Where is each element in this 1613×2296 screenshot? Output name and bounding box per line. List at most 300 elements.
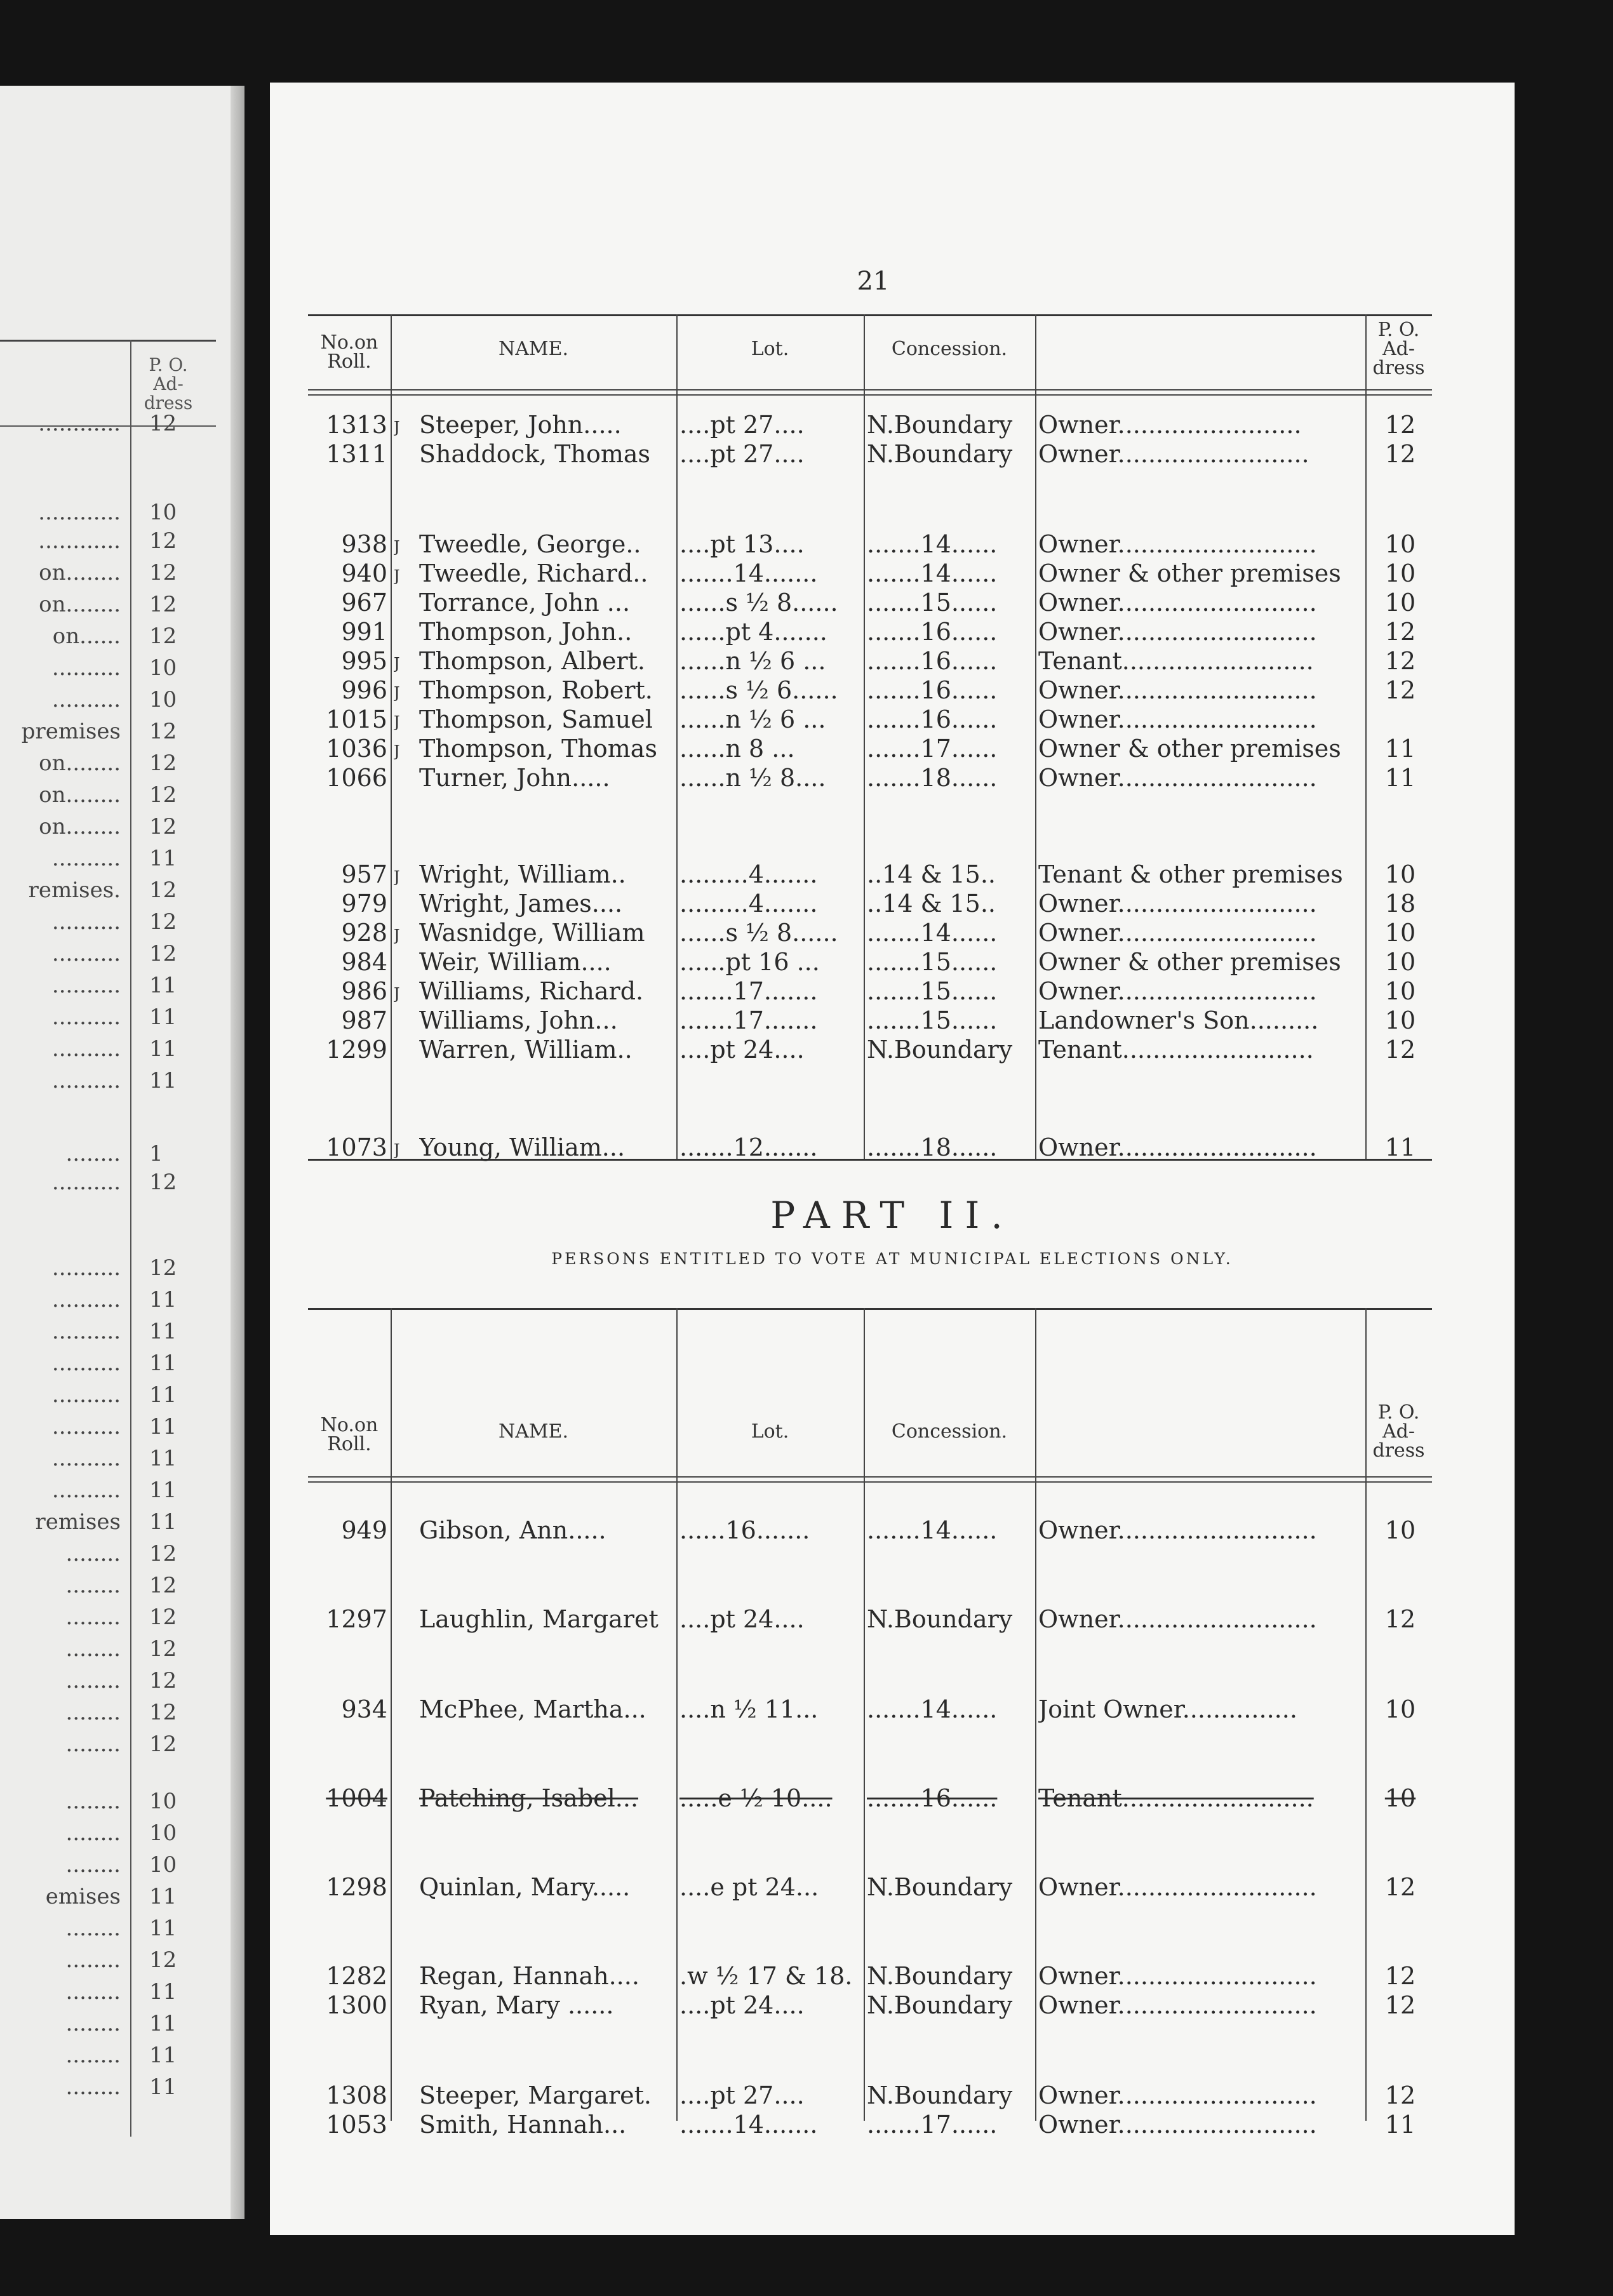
left-page-row xyxy=(0,1946,216,1977)
voter-name: Young, William... xyxy=(419,1133,626,1161)
left-page-row xyxy=(0,1883,216,1913)
qualification-value: Owner & other premises xyxy=(1038,735,1341,763)
left-row-po: 11 xyxy=(149,1319,177,1344)
facing-page-left xyxy=(0,86,244,2219)
voter-name: Wasnidge, William xyxy=(419,919,645,947)
po-address-value: 12 xyxy=(1384,1991,1416,2019)
left-page-row xyxy=(0,1787,216,1818)
qualification-value: Owner.......................... xyxy=(1038,919,1317,947)
po-address-value: 11 xyxy=(1384,1133,1416,1161)
voter-name: Torrance, John ... xyxy=(419,589,631,617)
voter-name: Gibson, Ann..... xyxy=(419,1516,606,1544)
concession-value: .......14...... xyxy=(867,530,998,558)
voter-name: McPhee, Martha... xyxy=(419,1695,646,1723)
po-address-value: 12 xyxy=(1384,647,1416,675)
lot-value: .......14....... xyxy=(679,559,818,587)
left-row-po: 12 xyxy=(149,878,177,903)
left-row-po: 11 xyxy=(149,1979,177,2005)
left-page-row xyxy=(0,1413,216,1443)
left-row-text: ........ xyxy=(65,1605,121,1630)
left-row-text: .......... xyxy=(51,1382,121,1408)
left-row-po: 12 xyxy=(149,814,177,839)
qualification-value: Owner.......................... xyxy=(1038,676,1317,704)
left-row-po: 1 xyxy=(149,1141,163,1166)
left-row-po: 12 xyxy=(149,719,177,744)
voter-name: Regan, Hannah.... xyxy=(419,1962,639,1990)
left-row-po: 12 xyxy=(149,624,177,649)
po-address-value: 11 xyxy=(1384,2111,1416,2139)
table-row xyxy=(308,1784,1432,1813)
juror-mark: J xyxy=(394,742,400,760)
concession-value: .......14...... xyxy=(867,559,998,587)
table-row xyxy=(308,948,1432,977)
roll-number: 1311 xyxy=(326,440,387,468)
left-row-po: 12 xyxy=(149,1541,177,1566)
juror-mark: J xyxy=(394,713,400,731)
lot-value: ....pt 27.... xyxy=(679,2081,805,2109)
juror-mark: J xyxy=(394,538,400,556)
left-po-header xyxy=(133,356,203,413)
po-address-value: 12 xyxy=(1384,618,1416,646)
left-row-po: 11 xyxy=(149,2011,177,2036)
header-lot: Lot. xyxy=(751,1420,789,1443)
concession-value: N.Boundary xyxy=(867,440,1013,468)
part-subtitle: PERSONS ENTITLED TO VOTE AT MUNICIPAL ELECTIONS ONLY. xyxy=(551,1250,1233,1268)
left-row-text: ........ xyxy=(65,1732,121,1757)
po-address-value: 12 xyxy=(1384,676,1416,704)
lot-value: ......s ½ 8...... xyxy=(679,589,838,617)
table-row xyxy=(308,2111,1432,2140)
concession-value: .......14...... xyxy=(867,1516,998,1544)
po-address-value: 10 xyxy=(1384,1006,1416,1034)
qualification-value: Owner.......................... xyxy=(1038,2111,1317,2139)
lot-value: ....pt 27.... xyxy=(679,411,805,439)
left-row-text: ........ xyxy=(65,1916,121,1941)
qualification-value: Tenant & other premises xyxy=(1038,860,1343,888)
left-page-row xyxy=(0,1254,216,1285)
left-page-row xyxy=(0,749,216,780)
concession-value: .......15...... xyxy=(867,589,998,617)
left-row-text: ............ xyxy=(38,528,121,554)
left-row-text: ............ xyxy=(38,500,121,525)
left-row-po: 12 xyxy=(149,1668,177,1693)
left-page-row xyxy=(0,1914,216,1945)
qualification-value: Joint Owner............... xyxy=(1038,1695,1297,1723)
roll-number: 1004 xyxy=(326,1784,387,1812)
voter-name: Quinlan, Mary..... xyxy=(419,1873,631,1901)
roll-number: 934 xyxy=(341,1695,387,1723)
juror-mark: J xyxy=(394,985,400,1003)
header-po-address: P. O. Ad- dress xyxy=(1372,319,1425,379)
left-row-po: 11 xyxy=(149,1509,177,1535)
qualification-value: Owner.......................... xyxy=(1038,1962,1317,1990)
roll-number: 1066 xyxy=(326,764,387,792)
left-row-po: 12 xyxy=(149,1947,177,1973)
po-address-value: 12 xyxy=(1384,2081,1416,2109)
left-row-text: ........ xyxy=(65,1573,121,1598)
left-page-row xyxy=(0,527,216,557)
voter-name: Thompson, Thomas xyxy=(419,735,657,763)
po-address-value: 11 xyxy=(1384,764,1416,792)
table-row xyxy=(308,1006,1432,1036)
roll-number: 1308 xyxy=(326,2081,387,2109)
left-row-text: .......... xyxy=(51,973,121,998)
left-row-po: 11 xyxy=(149,1884,177,1909)
qualification-value: Owner.......................... xyxy=(1038,530,1317,558)
juror-mark: J xyxy=(394,1141,400,1159)
lot-value: .........4....... xyxy=(679,860,818,888)
voter-name: Smith, Hannah... xyxy=(419,2111,627,2139)
concession-value: .......16...... xyxy=(867,618,998,646)
table-row xyxy=(308,1036,1432,1065)
left-page-row xyxy=(0,2010,216,2040)
qualification-value: Owner.......................... xyxy=(1038,1991,1317,2019)
concession-value: N.Boundary xyxy=(867,1036,1013,1064)
po-address-value: 12 xyxy=(1384,440,1416,468)
concession-value: N.Boundary xyxy=(867,1873,1013,1901)
left-page-row xyxy=(0,1667,216,1697)
left-row-text: .......... xyxy=(51,941,121,966)
concession-value: ..14 & 15.. xyxy=(867,890,996,918)
lot-value: .......12....... xyxy=(679,1133,818,1161)
voter-name: Thompson, Samuel xyxy=(419,705,653,733)
left-page-row xyxy=(0,718,216,748)
concession-value: .......16...... xyxy=(867,1784,998,1812)
po-address-value: 10 xyxy=(1384,948,1416,976)
left-row-text: .......... xyxy=(51,1068,121,1093)
left-row-po: 11 xyxy=(149,846,177,871)
page-number: 21 xyxy=(857,267,890,296)
voters-table-part-1 xyxy=(308,314,1432,1241)
left-row-text: .......... xyxy=(51,1005,121,1030)
table-row xyxy=(308,2081,1432,2111)
juror-mark: J xyxy=(394,926,400,944)
voter-name: Steeper, Margaret. xyxy=(419,2081,652,2109)
left-row-po: 12 xyxy=(149,1700,177,1725)
po-address-value: 12 xyxy=(1384,411,1416,439)
po-address-value: 10 xyxy=(1384,919,1416,947)
table-row xyxy=(308,1695,1432,1725)
left-row-po: 12 xyxy=(149,751,177,776)
roll-number: 984 xyxy=(341,948,387,976)
left-row-text: ........ xyxy=(65,1668,121,1693)
qualification-value: Owner.......................... xyxy=(1038,2081,1317,2109)
concession-value: .......15...... xyxy=(867,977,998,1005)
table-row xyxy=(308,559,1432,589)
left-row-text: on........ xyxy=(39,560,121,585)
roll-number: 991 xyxy=(341,618,387,646)
left-page-row xyxy=(0,1603,216,1634)
voter-name: Wright, James.... xyxy=(419,890,623,918)
left-page-row xyxy=(0,1730,216,1761)
left-page-row xyxy=(0,1381,216,1412)
roll-number: 928 xyxy=(341,919,387,947)
table-header-rule xyxy=(308,1481,1432,1483)
po-address-value: 10 xyxy=(1384,530,1416,558)
left-row-text: premises xyxy=(21,719,121,744)
concession-value: N.Boundary xyxy=(867,1605,1013,1633)
table-header-rule xyxy=(308,394,1432,396)
left-row-po: 11 xyxy=(149,1068,177,1093)
left-row-po: 11 xyxy=(149,1351,177,1376)
qualification-value: Owner.......................... xyxy=(1038,977,1317,1005)
juror-mark: J xyxy=(394,567,400,585)
left-page-row xyxy=(0,1851,216,1881)
roll-number: 1015 xyxy=(326,705,387,733)
qualification-value: Tenant......................... xyxy=(1038,1784,1314,1812)
left-page-row xyxy=(0,813,216,843)
left-row-text: ........ xyxy=(65,1636,121,1662)
roll-number: 995 xyxy=(341,647,387,675)
left-row-text: ........ xyxy=(65,2011,121,2036)
header-po-address: P. O. Ad- dress xyxy=(1372,1401,1425,1462)
lot-value: ....n ½ 11... xyxy=(679,1695,819,1723)
left-page-row xyxy=(0,1540,216,1570)
voter-name: Wright, William.. xyxy=(419,860,626,888)
qualification-value: Owner......................... xyxy=(1038,440,1309,468)
qualification-value: Owner & other premises xyxy=(1038,948,1341,976)
juror-mark: J xyxy=(394,418,400,436)
left-row-po: 11 xyxy=(149,1916,177,1941)
po-address-value: 10 xyxy=(1384,559,1416,587)
table-row xyxy=(308,1873,1432,1902)
left-row-text: ........ xyxy=(65,2074,121,2100)
left-row-po: 11 xyxy=(149,2043,177,2068)
roll-number: 940 xyxy=(341,559,387,587)
left-row-text: on........ xyxy=(39,814,121,839)
qualification-value: Owner.......................... xyxy=(1038,1873,1317,1901)
po-address-value: 10 xyxy=(1384,589,1416,617)
lot-value: ......s ½ 8...... xyxy=(679,919,838,947)
left-page-row xyxy=(0,1140,216,1170)
left-row-text: .......... xyxy=(51,1255,121,1281)
left-page-row xyxy=(0,1819,216,1850)
po-address-value: 10 xyxy=(1384,1695,1416,1723)
table-row xyxy=(308,676,1432,705)
table-row xyxy=(308,411,1432,440)
left-row-text: ........ xyxy=(65,1979,121,2005)
lot-value: ....pt 24.... xyxy=(679,1036,805,1064)
juror-mark: J xyxy=(394,655,400,672)
left-page-row xyxy=(0,1349,216,1380)
left-row-po: 11 xyxy=(149,1446,177,1471)
voter-name: Laughlin, Margaret xyxy=(419,1605,659,1633)
left-row-text: ........ xyxy=(65,1141,121,1166)
left-row-text: .......... xyxy=(51,1351,121,1376)
concession-value: .......14...... xyxy=(867,919,998,947)
left-row-text: ........ xyxy=(65,1852,121,1878)
po-address-value: 18 xyxy=(1384,890,1416,918)
concession-value: .......15...... xyxy=(867,1006,998,1034)
register-page xyxy=(270,83,1515,2235)
voter-name: Steeper, John..... xyxy=(419,411,622,439)
table-row xyxy=(308,890,1432,919)
roll-number: 1297 xyxy=(326,1605,387,1633)
left-row-po: 11 xyxy=(149,1005,177,1030)
left-row-po: 12 xyxy=(149,909,177,935)
po-address-value: 12 xyxy=(1384,1962,1416,1990)
left-page-row xyxy=(0,1476,216,1507)
lot-value: .......17....... xyxy=(679,977,818,1005)
concession-value: .......14...... xyxy=(867,1695,998,1723)
left-row-text: emises xyxy=(45,1884,121,1909)
left-row-po: 12 xyxy=(149,1605,177,1630)
table-row xyxy=(308,647,1432,676)
roll-number: 1299 xyxy=(326,1036,387,1064)
left-row-po: 12 xyxy=(149,941,177,966)
left-page-row xyxy=(0,1035,216,1065)
left-row-po: 11 xyxy=(149,973,177,998)
left-row-text: ........ xyxy=(65,1947,121,1973)
left-page-row xyxy=(0,654,216,684)
concession-value: N.Boundary xyxy=(867,1962,1013,1990)
lot-value: ......n 8 ... xyxy=(679,735,795,763)
roll-number: 1313 xyxy=(326,411,387,439)
concession-value: .......18...... xyxy=(867,1133,998,1161)
header-name: NAME. xyxy=(498,1420,569,1443)
lot-value: ......n ½ 6 ... xyxy=(679,647,826,675)
lot-value: ......16....... xyxy=(679,1516,810,1544)
concession-value: .......17...... xyxy=(867,2111,998,2139)
left-row-text: .......... xyxy=(51,1319,121,1344)
table-row xyxy=(308,589,1432,618)
left-page-row xyxy=(0,940,216,970)
voter-name: Turner, John..... xyxy=(419,764,610,792)
roll-number: 957 xyxy=(341,860,387,888)
left-row-text: remises xyxy=(35,1509,121,1535)
left-page-row xyxy=(0,1168,216,1199)
left-page-row xyxy=(0,1067,216,1097)
roll-number: 1053 xyxy=(326,2111,387,2139)
concession-value: .......16...... xyxy=(867,676,998,704)
lot-value: .......17....... xyxy=(679,1006,818,1034)
table-row xyxy=(308,618,1432,647)
concession-value: .......16...... xyxy=(867,647,998,675)
lot-value: ....pt 13.... xyxy=(679,530,805,558)
left-row-text: on........ xyxy=(39,592,121,617)
header-name: NAME. xyxy=(498,338,569,360)
juror-mark: J xyxy=(394,868,400,886)
left-page-row xyxy=(0,1699,216,1729)
table-header-rule xyxy=(308,1476,1432,1478)
left-row-po: 10 xyxy=(149,1789,177,1814)
voter-name: Patching, Isabel... xyxy=(419,1784,639,1812)
left-page-row xyxy=(0,498,216,529)
left-page-row xyxy=(0,1978,216,2008)
qualification-value: Owner.......................... xyxy=(1038,1133,1317,1161)
concession-value: .......16...... xyxy=(867,705,998,733)
voter-name: Ryan, Mary ...... xyxy=(419,1991,614,2019)
lot-value: ....pt 27.... xyxy=(679,440,805,468)
left-row-text: remises. xyxy=(28,878,121,903)
left-row-po: 12 xyxy=(149,528,177,554)
left-page-row xyxy=(0,410,216,440)
voter-name: Warren, William.. xyxy=(419,1036,632,1064)
roll-number: 996 xyxy=(341,676,387,704)
left-row-po: 12 xyxy=(149,411,177,436)
left-row-po: 10 xyxy=(149,1852,177,1878)
left-page-row xyxy=(0,844,216,875)
voter-name: Shaddock, Thomas xyxy=(419,440,651,468)
voter-name: Williams, Richard. xyxy=(419,977,644,1005)
voter-name: Tweedle, George.. xyxy=(419,530,641,558)
table-row xyxy=(308,977,1432,1006)
left-page-row xyxy=(0,686,216,716)
left-row-text: ........ xyxy=(65,2043,121,2068)
left-page-row xyxy=(0,908,216,938)
roll-number: 987 xyxy=(341,1006,387,1034)
table-row xyxy=(308,1991,1432,2020)
left-page-row xyxy=(0,781,216,811)
roll-number: 949 xyxy=(341,1516,387,1544)
left-row-po: 11 xyxy=(149,1036,177,1062)
qualification-value: Owner.......................... xyxy=(1038,618,1317,646)
left-row-text: on...... xyxy=(52,624,121,649)
roll-number: 1282 xyxy=(326,1962,387,1990)
part-title: PART II. xyxy=(770,1194,1014,1237)
header-no-on-roll: No.on Roll. xyxy=(320,331,378,373)
table-row xyxy=(308,764,1432,793)
left-row-po: 12 xyxy=(149,1573,177,1598)
left-row-po: 10 xyxy=(149,687,177,712)
left-row-text: .......... xyxy=(51,846,121,871)
roll-number: 979 xyxy=(341,890,387,918)
left-page-row xyxy=(0,2073,216,2104)
voter-name: Thompson, John.. xyxy=(419,618,632,646)
roll-number: 986 xyxy=(341,977,387,1005)
lot-value: .w ½ 17 & 18. xyxy=(679,1962,853,1990)
roll-number: 1073 xyxy=(326,1133,387,1161)
left-po-header-line: Ad- xyxy=(153,373,184,394)
left-row-po: 11 xyxy=(149,1478,177,1503)
po-address-value: 12 xyxy=(1384,1873,1416,1901)
left-row-text: ........ xyxy=(65,1789,121,1814)
qualification-value: Owner.......................... xyxy=(1038,1605,1317,1633)
left-row-po: 12 xyxy=(149,1732,177,1757)
voter-name: Williams, John... xyxy=(419,1006,618,1034)
left-page-row xyxy=(0,2041,216,2072)
qualification-value: Owner.......................... xyxy=(1038,1516,1317,1544)
lot-value: .........4....... xyxy=(679,890,818,918)
table-row xyxy=(308,705,1432,735)
left-row-po: 10 xyxy=(149,500,177,525)
voter-name: Tweedle, Richard.. xyxy=(419,559,648,587)
lot-value: ......s ½ 6...... xyxy=(679,676,838,704)
po-address-value: 10 xyxy=(1384,1784,1416,1812)
table-row xyxy=(308,1516,1432,1545)
table-row xyxy=(308,530,1432,559)
lot-value: ......n ½ 8.... xyxy=(679,764,826,792)
left-po-header-line: dress xyxy=(144,392,193,413)
left-row-text: ........ xyxy=(65,1541,121,1566)
qualification-value: Owner & other premises xyxy=(1038,559,1341,587)
qualification-value: Owner.......................... xyxy=(1038,589,1317,617)
qualification-value: Landowner's Son......... xyxy=(1038,1006,1319,1034)
table-top-rule xyxy=(308,314,1432,316)
lot-value: .....e ½ 10.... xyxy=(679,1784,833,1812)
left-row-text: .......... xyxy=(51,1170,121,1195)
concession-value: N.Boundary xyxy=(867,1991,1013,2019)
left-row-text: on........ xyxy=(39,751,121,776)
table-top-rule xyxy=(308,1308,1432,1310)
table-row xyxy=(308,735,1432,764)
po-address-value: 10 xyxy=(1384,1516,1416,1544)
voter-name: Thompson, Albert. xyxy=(419,647,645,675)
po-address-value: 11 xyxy=(1384,735,1416,763)
roll-number: 938 xyxy=(341,530,387,558)
left-row-text: .......... xyxy=(51,655,121,681)
left-page-row xyxy=(0,622,216,653)
